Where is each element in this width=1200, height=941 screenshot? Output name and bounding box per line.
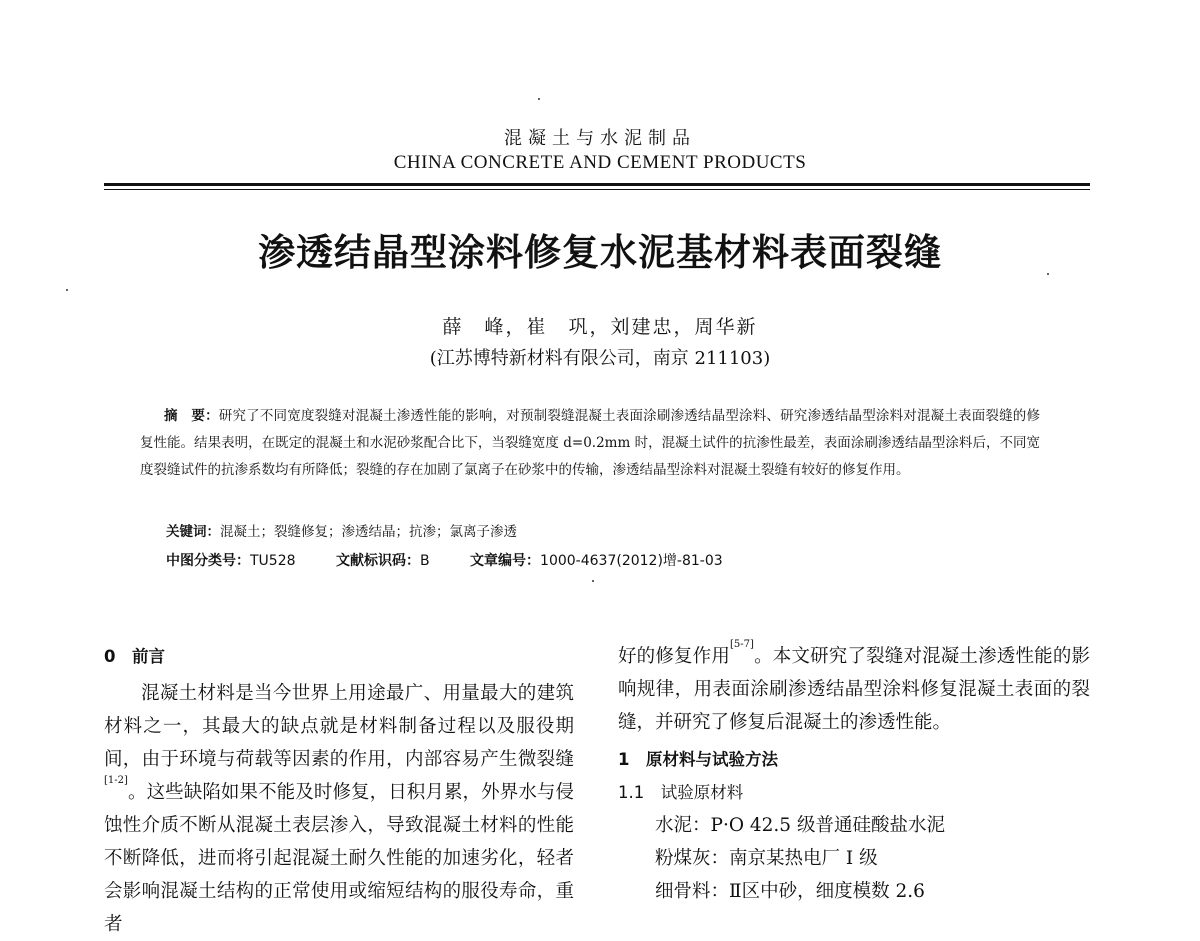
article-number: 文章编号：1000-4637(2012)增-81-03 [470, 553, 723, 569]
material-fine-aggregate: 细骨料：Ⅱ区中砂，细度模数 2.6 [655, 881, 925, 902]
header-rule-thick [104, 183, 1090, 186]
citation-5-7: [5-7] [730, 639, 754, 650]
header-rule-thin [104, 189, 1090, 190]
right-column [618, 640, 1090, 908]
material-flyash: 粉煤灰：南京某热电厂 Ⅰ 级 [655, 848, 878, 869]
section-1-heading: 1 原材料与试验方法 [618, 750, 778, 769]
clc-number: 中图分类号：TU528 [166, 553, 296, 569]
document-code: 文献标识码：B [335, 553, 430, 569]
article-affiliation: (江苏博特新材料有限公司，南京 211103) [429, 348, 771, 369]
keywords [166, 520, 517, 540]
classification-line [166, 550, 759, 570]
section-0-heading: 0 前言 [104, 647, 165, 666]
article-title: 渗透结晶型涂料修复水泥基材料表面裂缝 [258, 231, 942, 274]
intro-paragraph: 混凝土材料是当今世界上用途最广、用量最大的建筑材料之一，其最大的缺点就是材料制备过程以及服役期间，由于环境与荷载等因素的作用，内部容易产生微裂缝 [1-2]。这些缺陷如果不能及时修复，日积月累，外界水与侵蚀性介质不断从混凝土表层渗入，导致混凝土材料的性能不断降低，进而将引起混凝土耐久性能的加速劣化，轻者会影响混凝土结构的正常使用或缩短结构的服役寿命，重者 [104, 683, 574, 935]
scan-speck [592, 580, 594, 582]
abstract-text: 研究了不同宽度裂缝对混凝土渗透性能的影响，对预制裂缝混凝土表面涂刷渗透结晶型涂料、研究渗透结晶型涂料对混凝土表面裂缝的修复性能。结果表明，在既定的混凝土和水泥砂浆配合比下，当裂缝宽度 d=0.2mm 时，混凝土试件的抗渗性最差，表面涂刷渗透结晶型涂料后，不同宽度裂缝试件的抗渗系数均有所降低；裂缝的存在加剧了氯离子在砂浆中的传输，渗透结晶型涂料对混凝土裂缝有较好的修复作用。 [140, 408, 1041, 478]
material-cement: 水泥：P·O 42.5 级普通硅酸盐水泥 [655, 815, 945, 836]
journal-name-cn: 混凝土与水泥制品 [504, 128, 696, 149]
scan-speck [538, 98, 540, 100]
intro-paragraph-continued: 好的修复作用[5-7]。本文研究了裂缝对混凝土渗透性能的影响规律，用表面涂刷渗透结晶型涂料修复混凝土表面的裂缝，并研究了修复后混凝土的渗透性能。 [618, 639, 1090, 733]
citation-1-2: [1-2] [104, 775, 128, 786]
abstract [140, 403, 1040, 484]
journal-name-en: CHINA CONCRETE AND CEMENT PRODUCTS [393, 152, 807, 173]
keywords-text: 混凝土；裂缝修复；渗透结晶；抗渗；氯离子渗透 [220, 524, 517, 540]
keywords-label: 关键词： [166, 524, 220, 540]
left-column [104, 640, 574, 941]
scan-speck [66, 289, 68, 291]
abstract-label: 摘 要： [164, 408, 219, 424]
article-authors: 薛 峰，崔 巩，刘建忠，周华新 [442, 316, 758, 338]
section-1-1-heading: 1.1 试验原材料 [618, 783, 744, 802]
